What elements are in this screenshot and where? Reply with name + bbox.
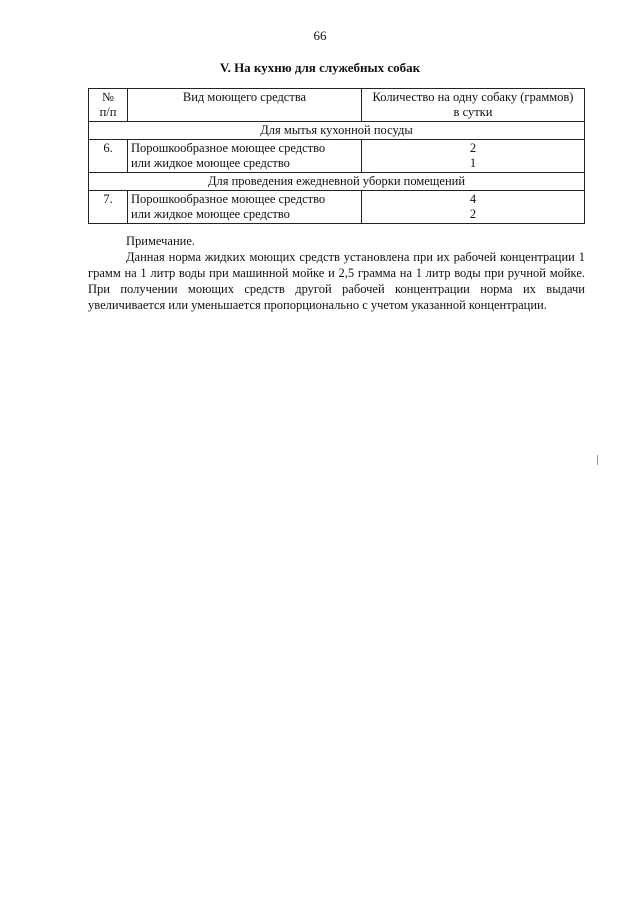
note-text: Данная норма жидких моющих средств установлена при их рабочей концентрации 1 грамм на 1 литр воды при машинной мойке и 2,5 грамма на 1 литр воды при ручной мойке. При получении моющих средств другой рабочей концентрации норма их выдачи увеличивается или уменьшается пропорционально с учетом указанной концентрации.	[88, 250, 585, 312]
group-title: Для проведения ежедневной уборки помещений	[89, 173, 585, 191]
detergent-item: или жидкое моющее средство	[131, 207, 290, 221]
quantity-cell	[362, 140, 585, 173]
page-number: 66	[313, 28, 327, 43]
group-title: Для мытья кухонной посуды	[89, 122, 585, 140]
header-detergent-type: Вид моющего средства	[128, 89, 362, 122]
quantity-value: 1	[469, 156, 477, 170]
norms-table	[88, 88, 585, 224]
group-header-row	[89, 122, 585, 140]
table-row	[89, 191, 585, 224]
row-number: 6.	[89, 140, 128, 173]
detergent-item: Порошкообразное моющее средство	[131, 141, 326, 155]
header-quantity: Количество на одну собаку (граммов) в сутки	[362, 89, 585, 122]
quantity-value: 4	[469, 192, 477, 206]
quantity-value: 2	[469, 141, 477, 155]
table-header-row	[89, 89, 585, 122]
detergent-cell	[128, 140, 362, 173]
table-row	[89, 140, 585, 173]
header-number: № п/п	[89, 89, 128, 122]
row-number: 7.	[89, 191, 128, 224]
quantity-cell	[362, 191, 585, 224]
note-block	[88, 233, 585, 313]
scan-mark	[597, 455, 598, 465]
note-label: Примечание.	[126, 234, 196, 248]
group-header-row	[89, 173, 585, 191]
detergent-item: или жидкое моющее средство	[131, 156, 290, 170]
detergent-cell	[128, 191, 362, 224]
detergent-item: Порошкообразное моющее средство	[131, 192, 326, 206]
section-title: V. На кухню для служебных собак	[219, 60, 421, 75]
quantity-value: 2	[469, 207, 477, 221]
